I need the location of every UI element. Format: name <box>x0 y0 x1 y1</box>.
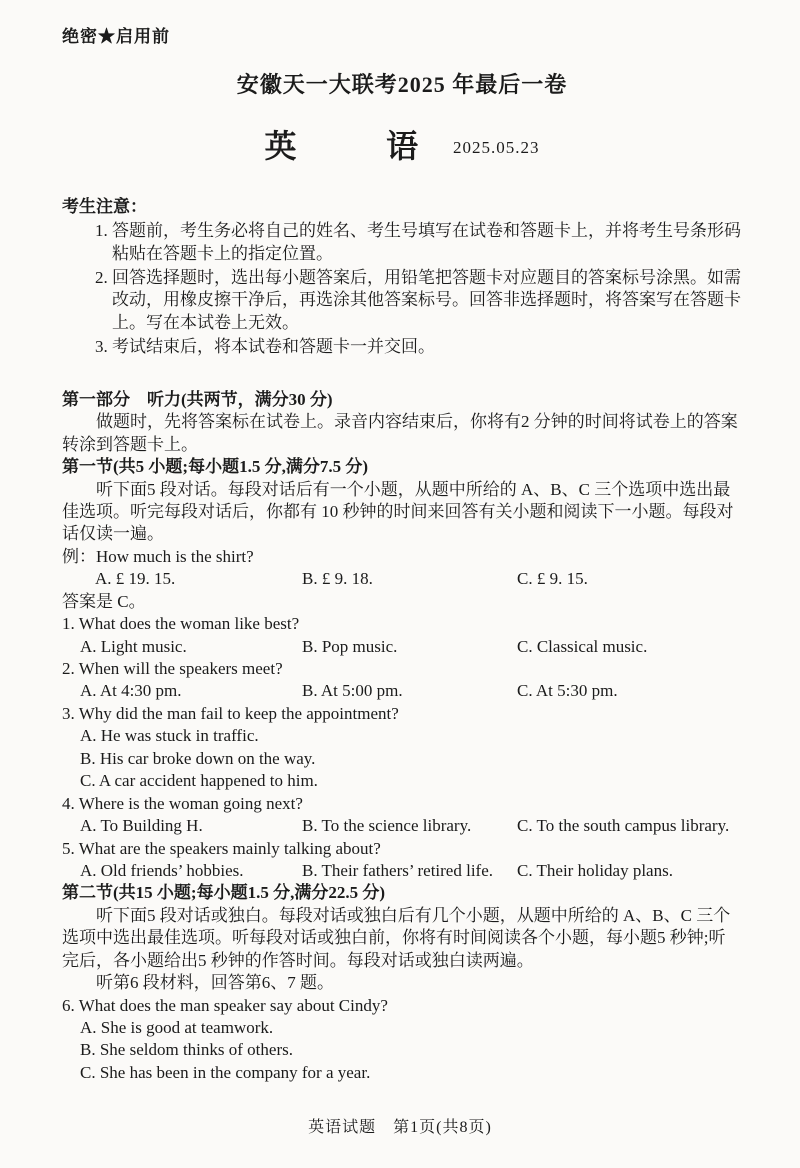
question-6-option-b: B. She seldom thinks of others. <box>80 1040 293 1060</box>
question-6 <box>62 995 742 1085</box>
classification-label: 绝密★启用前 <box>62 27 170 46</box>
section2-heading: 第二节(共15 小题;每小题1.5 分,满分22.5 分) <box>62 883 385 903</box>
exam-title: 安徽天一大联考2025 年最后一卷 <box>236 72 568 98</box>
question-1-option-c: C. Classical music. <box>517 636 648 656</box>
question-5-option-a: A. Old friends’ hobbies. <box>80 860 244 880</box>
example-option-c: C. £ 9. 15. <box>517 569 588 589</box>
notice-item-3: 3. 考试结束后，将本试卷和答题卡一并交回。 <box>95 337 435 357</box>
question-6-options-stack <box>62 1017 742 1084</box>
question-3-text: 3. Why did the man fail to keep the appointment? <box>62 703 399 723</box>
notice-heading: 考生注意： <box>62 196 147 216</box>
example-options-row <box>62 568 742 590</box>
example-option-b: B. £ 9. 18. <box>302 569 373 589</box>
question-5-options-row <box>62 860 742 882</box>
question-4 <box>62 793 742 838</box>
section1-instructions: 听下面5 段对话。每段对话后有一个小题，从题中所给的 A、B、C 三个选项中选出最佳选项。听完每段对话后，你都有 10 秒钟的时间来回答有关小题和阅读下一小题。每段对话仅读一遍。 <box>62 479 734 544</box>
example-question <box>62 546 742 613</box>
question-6-option-a: A. She is good at teamwork. <box>80 1018 274 1038</box>
question-3-option-b: B. His car broke down on the way. <box>80 748 316 768</box>
question-4-text: 4. Where is the woman going next? <box>62 793 303 813</box>
example-option-a: A. £ 19. 15. <box>95 569 176 589</box>
section2-passage-intro: 听第6 段材料，回答第6、7 题。 <box>96 973 334 993</box>
question-1-text: 1. What does the woman like best? <box>62 614 300 634</box>
question-3-options-stack <box>62 725 742 792</box>
question-6-text: 6. What does the man speaker say about Cindy? <box>62 995 388 1015</box>
question-1-option-a: A. Light music. <box>80 636 187 656</box>
page-footer: 英语试题 第1页(共8页) <box>308 1118 492 1136</box>
question-4-option-a: A. To Building H. <box>80 816 203 836</box>
section1-heading: 第一节(共5 小题;每小题1.5 分,满分7.5 分) <box>62 457 368 477</box>
exam-date: 2025.05.23 <box>452 138 540 158</box>
question-3-option-a: A. He was stuck in traffic. <box>80 726 259 746</box>
question-1 <box>62 613 742 658</box>
part1-heading: 第一部分 听力(共两节，满分30 分) <box>62 389 333 409</box>
question-4-options-row <box>62 815 742 837</box>
question-2 <box>62 658 742 703</box>
question-2-text: 2. When will the speakers meet? <box>62 659 283 679</box>
question-3 <box>62 703 742 793</box>
question-3-option-c: C. A car accident happened to him. <box>80 771 318 791</box>
question-2-option-a: A. At 4:30 pm. <box>80 681 182 701</box>
question-2-options-row <box>62 680 742 702</box>
question-2-option-b: B. At 5:00 pm. <box>302 681 403 701</box>
part1-intro: 做题时，先将答案标在试卷上。录音内容结束后，你将有2 分钟的时间将试卷上的答案转涂到答题卡上。 <box>62 412 738 454</box>
question-4-option-b: B. To the science library. <box>302 816 472 836</box>
subject-row <box>62 125 742 167</box>
question-4-option-c: C. To the south campus library. <box>517 816 730 836</box>
question-2-option-c: C. At 5:30 pm. <box>517 681 618 701</box>
question-5-option-b: B. Their fathers’ retired life. <box>302 860 494 880</box>
subject-title: 英 语 <box>264 128 447 165</box>
section2-instructions: 听下面5 段对话或独白。每段对话或独白后有几个小题，从题中所给的 A、B、C 三个选项中选出最佳选项。听每段对话或独白前，你将有时间阅读各个小题，每小题5 秒钟;听完后，各小题给出5 秒钟的作答时间。每段对话或独白读两遍。 <box>62 905 731 970</box>
question-1-options-row <box>62 636 742 658</box>
example-prompt: 例：How much is the shirt? <box>62 546 254 566</box>
question-1-option-b: B. Pop music. <box>302 636 398 656</box>
candidate-notice-section <box>62 196 742 359</box>
question-5-text: 5. What are the speakers mainly talking about? <box>62 838 381 858</box>
notice-item-2: 2. 回答选择题时，选出每小题答案后，用铅笔把答题卡对应题目的答案标号涂黑。如需改动，用橡皮擦干净后，再选涂其他答案标号。回答非选择题时，将答案写在答题卡上。写在本试卷上无效。 <box>95 268 741 332</box>
example-answer: 答案是 C。 <box>62 591 146 611</box>
notice-item-1: 1. 答题前，考生务必将自己的姓名、考生号填写在试卷和答题卡上，并将考生号条形码粘贴在答题卡上的指定位置。 <box>95 221 741 263</box>
question-5-option-c: C. Their holiday plans. <box>517 860 673 880</box>
question-6-option-c: C. She has been in the company for a year. <box>80 1062 371 1082</box>
question-5 <box>62 838 742 883</box>
